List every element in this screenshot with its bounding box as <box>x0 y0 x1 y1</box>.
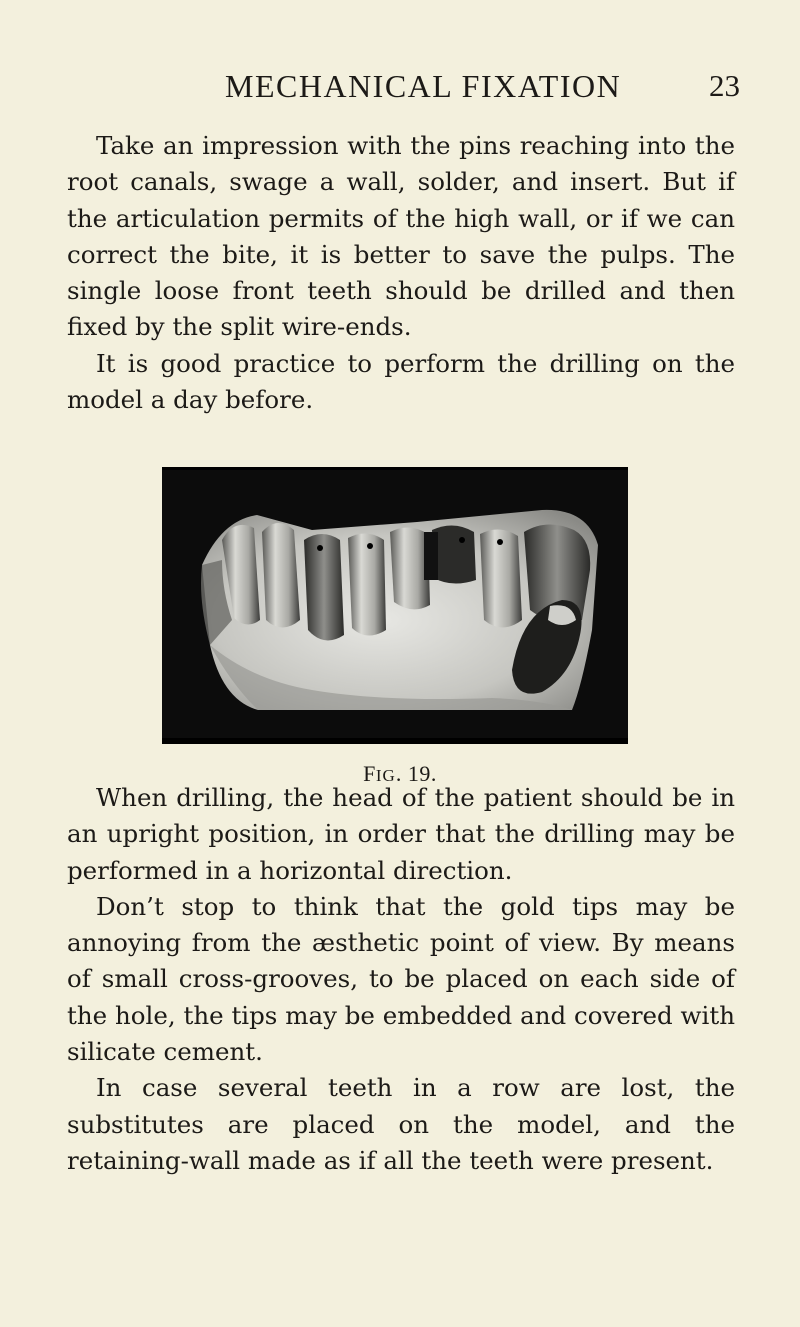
dental-model-illustration <box>162 470 628 744</box>
caption-number: . 19. <box>395 761 437 786</box>
running-head <box>0 66 800 106</box>
paragraph: Don’t stop to think that the gold tips may be annoying from the æsthetic point of view. By means of small cross-grooves, to be placed on each side of the hole, the tips may be embedded and covered with silicate cement. <box>67 891 735 1067</box>
paragraph: In case several teeth in a row are lost, the substitutes are placed on the model, and the retaining-wall made as if all the teeth were present. <box>67 1073 735 1175</box>
body-text-bottom <box>67 780 735 1179</box>
caption-smallcaps: IG <box>375 766 396 785</box>
paragraph: It is good practice to perform the drilling on the model a day before. <box>67 348 735 415</box>
caption-prefix: F <box>363 761 376 786</box>
paragraph: When drilling, the head of the patient should be in an upright position, in order that the drilling may be performed in a horizontal direction. <box>67 783 735 885</box>
running-title: MECHANICAL FIXATION <box>225 68 622 104</box>
page-number: 23 <box>709 68 740 103</box>
body-text-top <box>67 128 735 418</box>
paragraph: Take an impression with the pins reaching into the root canals, swage a wall, solder, and insert. But if the articulation permits of the high wall, or if we can correct the bite, it is better to save the pulps. The single loose front teeth should be drilled and then fixed by the split wire-ends. <box>67 131 735 342</box>
figure-photo-dental-model <box>162 467 628 744</box>
